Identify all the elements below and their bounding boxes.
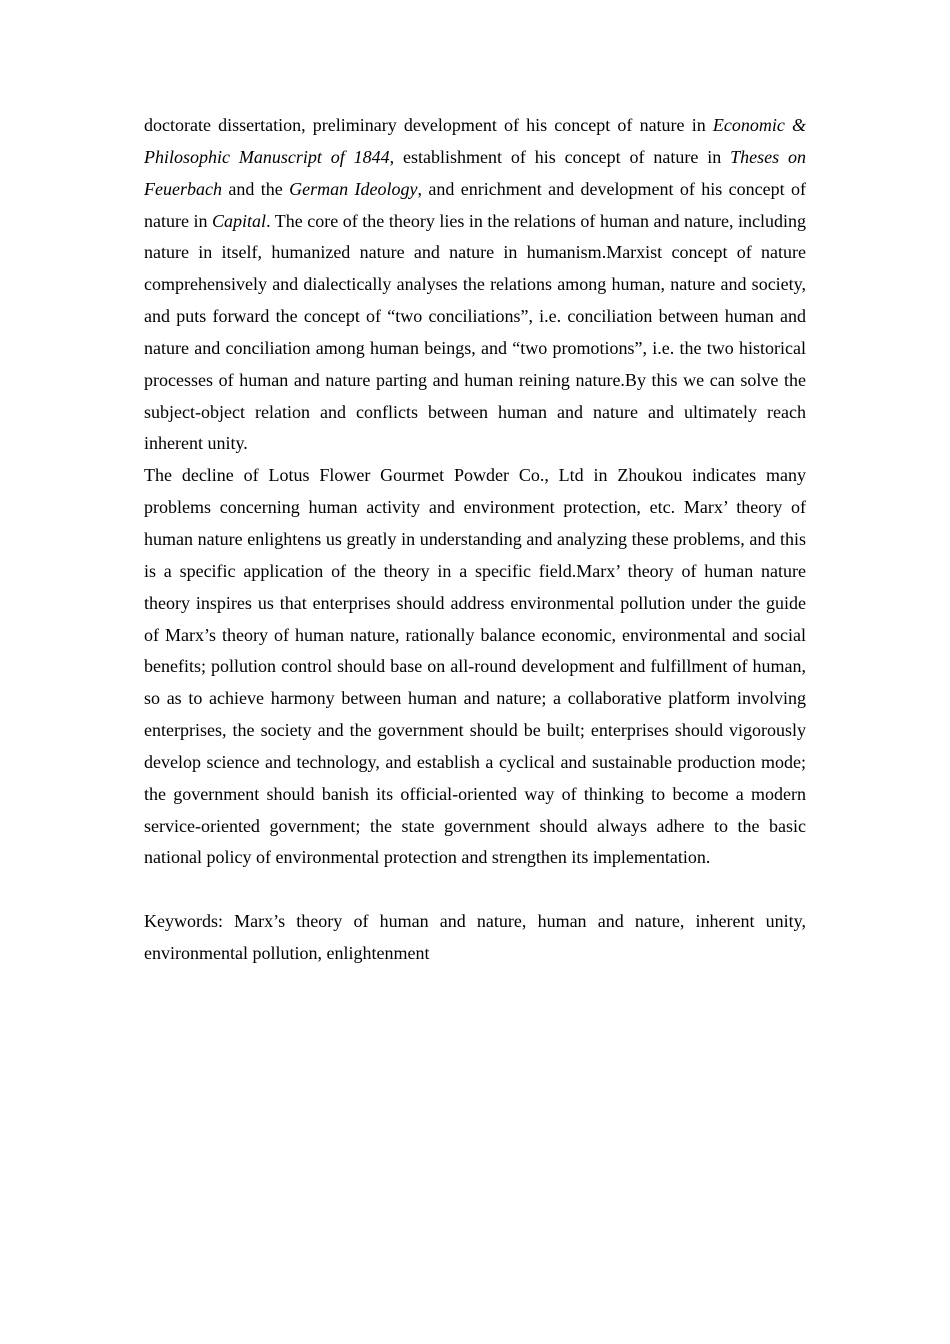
abstract-paragraph-1 <box>144 110 806 460</box>
keywords-line: Keywords: Marx’s theory of human and nature, human and nature, inherent unity, environmental pollution, enlightenment <box>144 911 806 963</box>
paragraph-text: , establishment of his concept of nature in <box>389 146 731 167</box>
paragraph-text: . The core of the theory lies in the relations of human and nature, including nature in itself, humanized nature and nature in humanism.Marxist concept of nature comprehensively and dialectically analyses the relations among human, nature and society, and puts forward the concept of “two conciliations”, i.e. conciliation between human and nature and conciliation among human beings, and “two promotions”, i.e. the two historical processes of human and nature parting and human reining nature.By this we can solve the subject-object relation and conflicts between human and nature and ultimately reach inherent unity. <box>144 210 806 454</box>
document-page <box>144 110 806 970</box>
abstract-paragraph-2: The decline of Lotus Flower Gourmet Powder Co., Ltd in Zhoukou indicates many problems concerning human activity and environment protection, etc. Marx’ theory of human nature enlightens us greatly in understanding and analyzing these problems, and this is a specific application of the theory in a specific field.Marx’ theory of human nature theory inspires us that enterprises should address environmental pollution under the guide of Marx’s theory of human nature, rationally balance economic, environmental and social benefits; pollution control should base on all-round development and fulfillment of human, so as to achieve harmony between human and nature; a collaborative platform involving enterprises, the society and the government should be built; enterprises should vigorously develop science and technology, and establish a cyclical and sustainable production mode; the government should banish its official-oriented way of thinking to become a modern service-oriented government; the state government should always adhere to the basic national policy of environmental protection and strengthen its implementation. <box>144 465 806 868</box>
work-title-ideology: German Ideology <box>289 178 418 199</box>
work-title-capital: Capital <box>212 210 267 231</box>
paragraph-text: , and enrichment and development of his concept of nature in <box>144 178 806 231</box>
work-title-manuscript: Economic & Philosophic Manuscript of 1844 <box>144 115 806 167</box>
paragraph-text: and the <box>221 178 290 199</box>
work-title-theses: Theses on Feuerbach <box>144 146 807 199</box>
paragraph-text: doctorate dissertation, preliminary development of his concept of nature in <box>144 115 713 135</box>
